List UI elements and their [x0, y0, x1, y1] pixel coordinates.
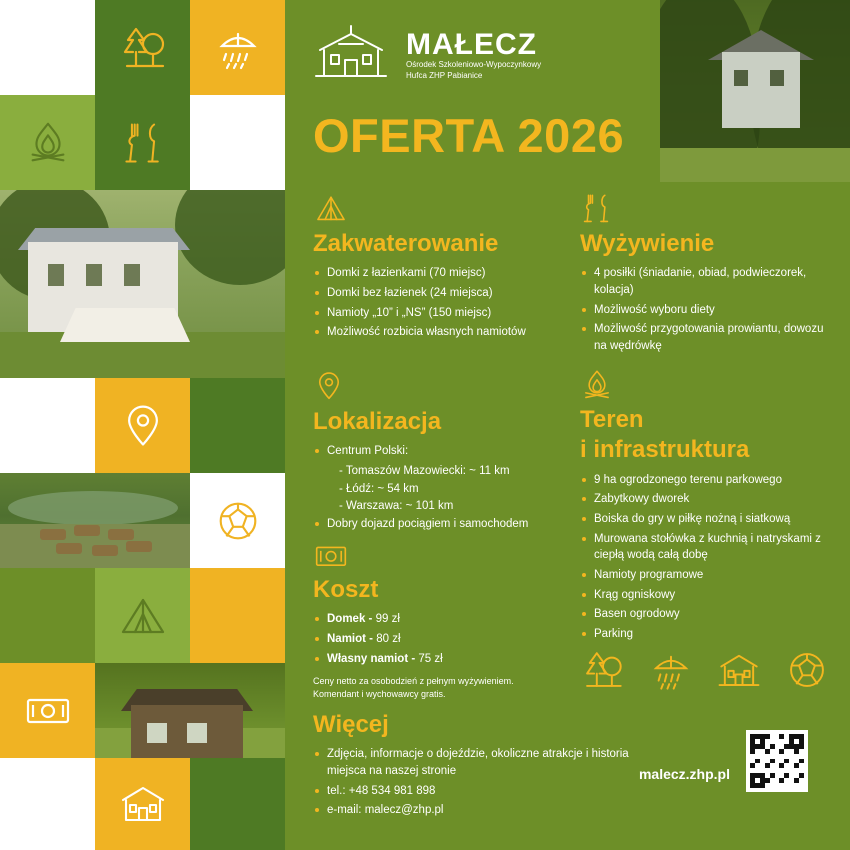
list-item [313, 631, 571, 648]
tent-icon [313, 213, 349, 230]
website-url[interactable]: malecz.zhp.pl [638, 766, 730, 782]
contact-phone[interactable]: tel.: +48 534 981 898 [313, 783, 643, 800]
campfire-icon [580, 389, 614, 406]
cost-note [313, 675, 571, 701]
list-item: Centrum Polski: [313, 443, 571, 460]
terrain-list [580, 472, 830, 643]
cost-note-line-1: Ceny netto za osobodzień z pełnym wyżywieniem. [313, 676, 514, 687]
footer-icon-strip [580, 647, 830, 698]
list-item: Murowana stołówka z kuchnią i natryskami z ciepłą wodą całą dobę [580, 531, 830, 564]
section-title-terrain-line1: Teren [580, 406, 644, 433]
section-title-cost: Koszt [313, 576, 379, 603]
logo-block [310, 22, 541, 89]
list-item: Namioty programowe [580, 567, 830, 584]
section-terrain [580, 368, 830, 646]
cost-value: 80 zł [376, 633, 401, 646]
accommodation-list [313, 265, 571, 341]
football-icon [784, 647, 830, 698]
contact-email[interactable]: e-mail: malecz@zhp.pl [313, 802, 643, 819]
mosaic-icon-football [190, 473, 285, 568]
list-item: Możliwość rozbicia własnych namiotów [313, 324, 571, 341]
list-item: - Tomaszów Mazowiecki: ~ 11 km [339, 465, 510, 478]
section-title-location: Lokalizacja [313, 408, 442, 435]
section-title-food: Wyżywienie [580, 230, 715, 257]
map-pin-icon [313, 391, 345, 408]
manor-house-icon [310, 22, 392, 89]
list-item: - Łódź: ~ 54 km [339, 482, 419, 495]
photo-manor-terrace [0, 190, 285, 378]
more-list [313, 746, 643, 819]
mosaic-column [0, 0, 285, 850]
list-item: Dobry dojazd pociągiem i samochodem [313, 516, 571, 533]
list-item: Basen ogrodowy [580, 606, 830, 623]
list-item: Namioty „10” i „NS” (150 miejsc) [313, 305, 571, 322]
section-accommodation [313, 192, 571, 344]
mosaic-icon-money [0, 663, 95, 758]
trees-icon [580, 647, 626, 698]
shower-icon [648, 647, 694, 698]
list-item [313, 651, 571, 668]
location-list [313, 443, 571, 532]
manor-house-icon [716, 647, 762, 698]
brand-name: MAŁECZ [406, 27, 537, 61]
mosaic-tile-blank-6 [0, 568, 95, 663]
cost-label: Domek - [327, 613, 373, 626]
hero-photo-cabin [660, 0, 850, 182]
section-title-terrain-line2: i infrastruktura [580, 436, 750, 464]
mosaic-tile-blank-5 [190, 378, 285, 473]
mosaic-icon-trees [95, 0, 190, 95]
list-item: Parking [580, 626, 830, 643]
list-item: Domki z łazienkami (70 miejsc) [313, 265, 571, 282]
qr-code[interactable] [746, 730, 808, 792]
list-item: Domki bez łazienek (24 miejsca) [313, 285, 571, 302]
photo-firepit [0, 473, 190, 568]
money-icon [313, 559, 349, 576]
section-more [313, 712, 643, 822]
food-list [580, 265, 830, 354]
mosaic-icon-map-pin [95, 378, 190, 473]
section-location [313, 368, 571, 536]
list-item [313, 611, 571, 628]
cost-note-line-2: Komendant i wychowawcy gratis. [313, 689, 446, 700]
cost-value: 99 zł [375, 613, 400, 626]
cost-label: Namiot - [327, 633, 373, 646]
mosaic-tile-blank-3 [190, 95, 285, 190]
photo-wooden-cabin [95, 663, 285, 758]
cost-value: 75 zł [418, 652, 443, 665]
list-item: Możliwość wyboru diety [580, 302, 830, 319]
brand-subtitle-1: Ośrodek Szkoleniowo-Wypoczynkowy [406, 59, 542, 69]
content-column [285, 0, 850, 850]
section-food [580, 192, 830, 358]
mosaic-icon-cutlery [95, 95, 190, 190]
mosaic-tile-blank-9 [190, 758, 285, 850]
list-item: Boiska do gry w piłkę nożną i siatkową [580, 511, 830, 528]
list-item: Krąg ogniskowy [580, 587, 830, 604]
mosaic-icon-campfire [0, 95, 95, 190]
list-item: 4 posiłki (śniadanie, obiad, podwieczorek, kolacja) [580, 265, 830, 298]
mosaic-tile-blank-1 [0, 0, 95, 95]
list-item: Zdjęcia, informacje o dojeździe, okoliczne atrakcje i historia miejsca na naszej stronie [313, 746, 643, 779]
mosaic-icon-manor-house [95, 758, 190, 850]
cutlery-icon [580, 213, 614, 230]
mosaic-icon-tent [95, 568, 190, 663]
list-item: - Warszawa: ~ 101 km [339, 500, 454, 513]
mosaic-tile-blank-4 [0, 378, 95, 473]
page-title: OFERTA 2026 [313, 109, 625, 162]
list-item: Zabytkowy dworek [580, 491, 830, 508]
mosaic-tile-blank-8 [0, 758, 95, 850]
cost-list [313, 611, 571, 667]
mosaic-tile-blank-7 [190, 568, 285, 663]
section-title-accommodation: Zakwaterowanie [313, 230, 499, 257]
cost-label: Własny namiot - [327, 652, 416, 665]
section-title-more: Więcej [313, 711, 389, 738]
list-item: 9 ha ogrodzonego terenu parkowego [580, 472, 830, 489]
brand-subtitle-2: Hufca ZHP Pabianice [406, 70, 483, 80]
mosaic-icon-shower [190, 0, 285, 95]
list-item: Możliwość przygotowania prowiantu, dowozu na wędrówkę [580, 321, 830, 354]
section-cost [313, 542, 571, 702]
